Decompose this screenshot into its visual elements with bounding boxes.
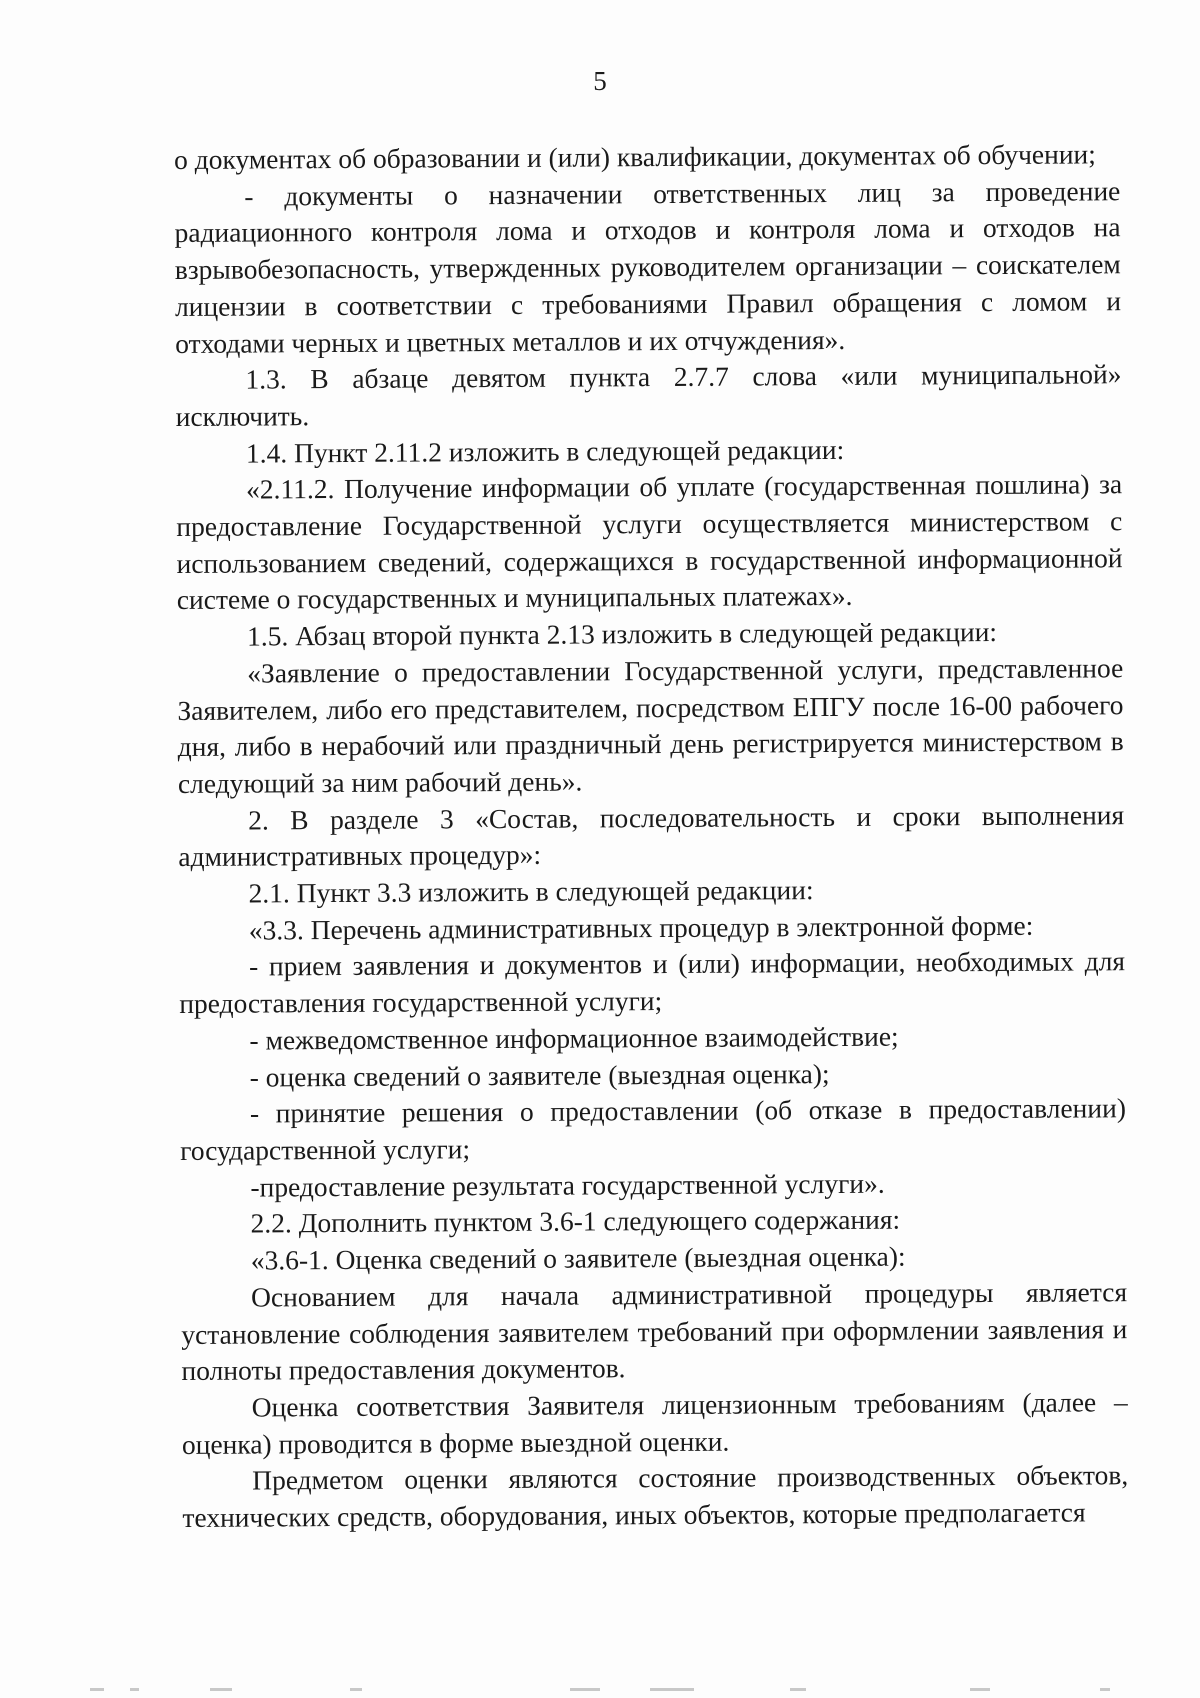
paragraph-basis: Основанием для начала административной процедуры является установление соблюдения заявителем требований при оформлении заявления и полноты предоставления документов.: [181, 1275, 1128, 1387]
paragraph-2-11-2: «2.11.2. Получение информации об уплате (государственная пошлина) за предоставление Государственной услуги осуществляется министерством с использованием сведений, содержащихся в государственной информационной системе о государственных и муниципальных платежах».: [176, 468, 1123, 616]
paragraph-2-2: 2.2. Дополнить пунктом 3.6-1 следующего содержания:: [250, 1203, 901, 1239]
paragraph-3-3: «3.3. Перечень административных процедур в электронной форме:: [248, 909, 1034, 946]
page-number: 5: [593, 66, 607, 96]
paragraph-2-1: 2.1. Пункт 3.3 изложить в следующей редакции:: [248, 874, 814, 909]
list-item-reception: - прием заявления и документов и (или) информации, необходимых для предоставления государственной услуги;: [179, 945, 1126, 1020]
paragraph-assessment-subject: Предметом оценки являются состояние производственных объектов, технических средств, оборудования, иных объектов, которые предполагается: [182, 1459, 1129, 1533]
paragraph-application-registration: «Заявление о предоставлении Государственной услуги, представленное Заявителем, либо его представителем, посредством ЕПГУ после 16-00 рабочего дня, либо в нерабочий или праздничный день регистрируется министерством в следующий за ним рабочий день».: [177, 652, 1124, 799]
list-item-interagency: - межведомственное информационное взаимодействие;: [249, 1020, 899, 1056]
paragraph-3-6-1: «3.6-1. Оценка сведений о заявителе (выездная оценка):: [250, 1240, 906, 1276]
paragraph-1-4: 1.4. Пункт 2.11.2 изложить в следующей редакции:: [245, 433, 845, 469]
list-item-assessment: - оценка сведений о заявителе (выездная оценка);: [249, 1057, 830, 1093]
document-body: [174, 136, 1129, 1536]
paragraph-assessment-form: Оценка соответствия Заявителя лицензионным требованиям (далее – оценка) проводится в форме выездной оценки.: [181, 1386, 1128, 1460]
list-item-result: -предоставление результата государственной услуги».: [250, 1167, 885, 1203]
scan-artifact: [90, 1688, 1120, 1694]
paragraph-1-5: 1.5. Абзац второй пункта 2.13 изложить в следующей редакции:: [246, 616, 998, 652]
paragraph-1-3: 1.3. В абзаце девятом пункта 2.7.7 слова «или муниципальной» исключить.: [175, 358, 1122, 432]
paragraph-continuation: о документах об образовании и (или) квалификации, документах об обучении;: [174, 138, 1096, 175]
paragraph-responsible-persons: - документы о назначении ответственных лиц за проведение радиационного контроля лома и отходов и контроля лома и отходов на взрывобезопасность, утвержденных руководителем организации – соискателем лицензии в соответствии с требованиями Правил обращения с ломом и отходами черных и цветных металлов и их отчуждения».: [174, 174, 1122, 359]
paragraph-section-3: 2. В разделе 3 «Состав, последовательность и сроки выполнения административных процедур»:: [178, 798, 1125, 873]
list-item-decision: - принятие решения о предоставлении (об отказе в предоставлении) государственной услуги;: [180, 1092, 1127, 1166]
